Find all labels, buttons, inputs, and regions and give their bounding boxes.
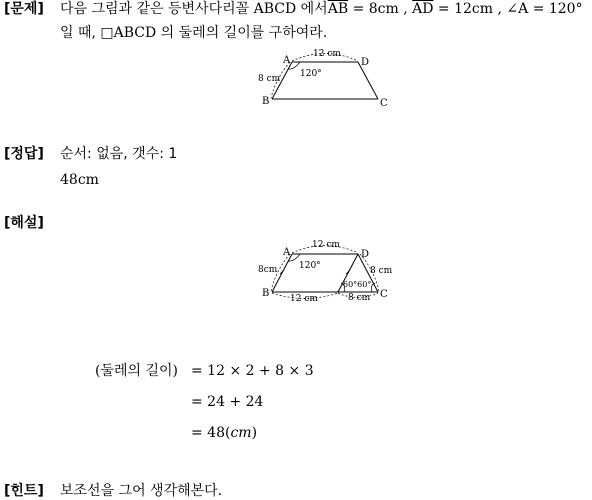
equation-line-2: = 24 + 24 <box>191 394 264 410</box>
equation-line-1: = 12 × 2 + 8 × 3 <box>191 363 314 379</box>
trapezoid-figure-1 <box>250 48 400 110</box>
vertex-b-label: B <box>262 96 270 107</box>
triangle-angle-label: 60°60° <box>343 280 372 289</box>
problem-line-2: 일 때, □ABCD 의 둘레의 길이를 구하여라. <box>60 25 328 41</box>
equation-line-3-suffix: ) <box>251 425 258 441</box>
hint-text: 보조선을 그어 생각해본다. <box>60 483 223 499</box>
right-length-label: 8 cm <box>370 266 393 276</box>
vertex-c-label: C <box>380 98 388 109</box>
bottom-right-length-label: 8 cm <box>348 293 371 303</box>
hint-tag: [힌트] <box>4 483 44 499</box>
problem-line-1-prefix: 다음 그림과 같은 등변사다리꼴 ABCD 에서 <box>60 1 328 17</box>
vertex-d-label: D <box>361 249 370 260</box>
equation-lhs: (둘레의 길이) <box>95 363 178 379</box>
answer-meta: 순서: 없음, 갯수: 1 <box>60 146 178 162</box>
equation-line-3-prefix: = 48( <box>191 425 231 441</box>
top-length-label: 12 cm <box>313 49 341 59</box>
angle-a-label: 120° <box>299 261 321 271</box>
equation-line-3-unit: cm <box>230 425 252 441</box>
segment-ab-value: = 8cm , <box>348 1 408 17</box>
vertex-b-label: B <box>262 288 270 299</box>
segment-ab-label: $\overline{AB}$ <box>327 1 349 17</box>
top-length-label: 12 cm <box>312 240 340 250</box>
vertex-c-label: C <box>380 289 388 300</box>
vertex-a-label: A <box>283 247 291 258</box>
answer-tag: [정답] <box>4 146 44 162</box>
bottom-left-length-label: 12 cm <box>290 294 318 304</box>
vertex-a-label: A <box>283 55 291 66</box>
segment-ad-value: = 12cm , ∠A = 120° <box>433 1 583 17</box>
vertex-d-label: D <box>361 57 370 68</box>
left-length-label: 8cm <box>258 265 278 275</box>
answer-value: 48cm <box>60 172 99 188</box>
trapezoid-figure-2 <box>250 236 400 306</box>
equation-line-3 <box>191 424 257 442</box>
left-length-label: 8 cm <box>258 74 281 84</box>
problem-line-1 <box>60 0 583 18</box>
explanation-tag: [해설] <box>4 215 44 231</box>
problem-tag: [문제] <box>4 1 44 17</box>
angle-a-label: 120° <box>300 69 322 79</box>
segment-ad-label: $\overline{AD}$ <box>412 1 434 17</box>
